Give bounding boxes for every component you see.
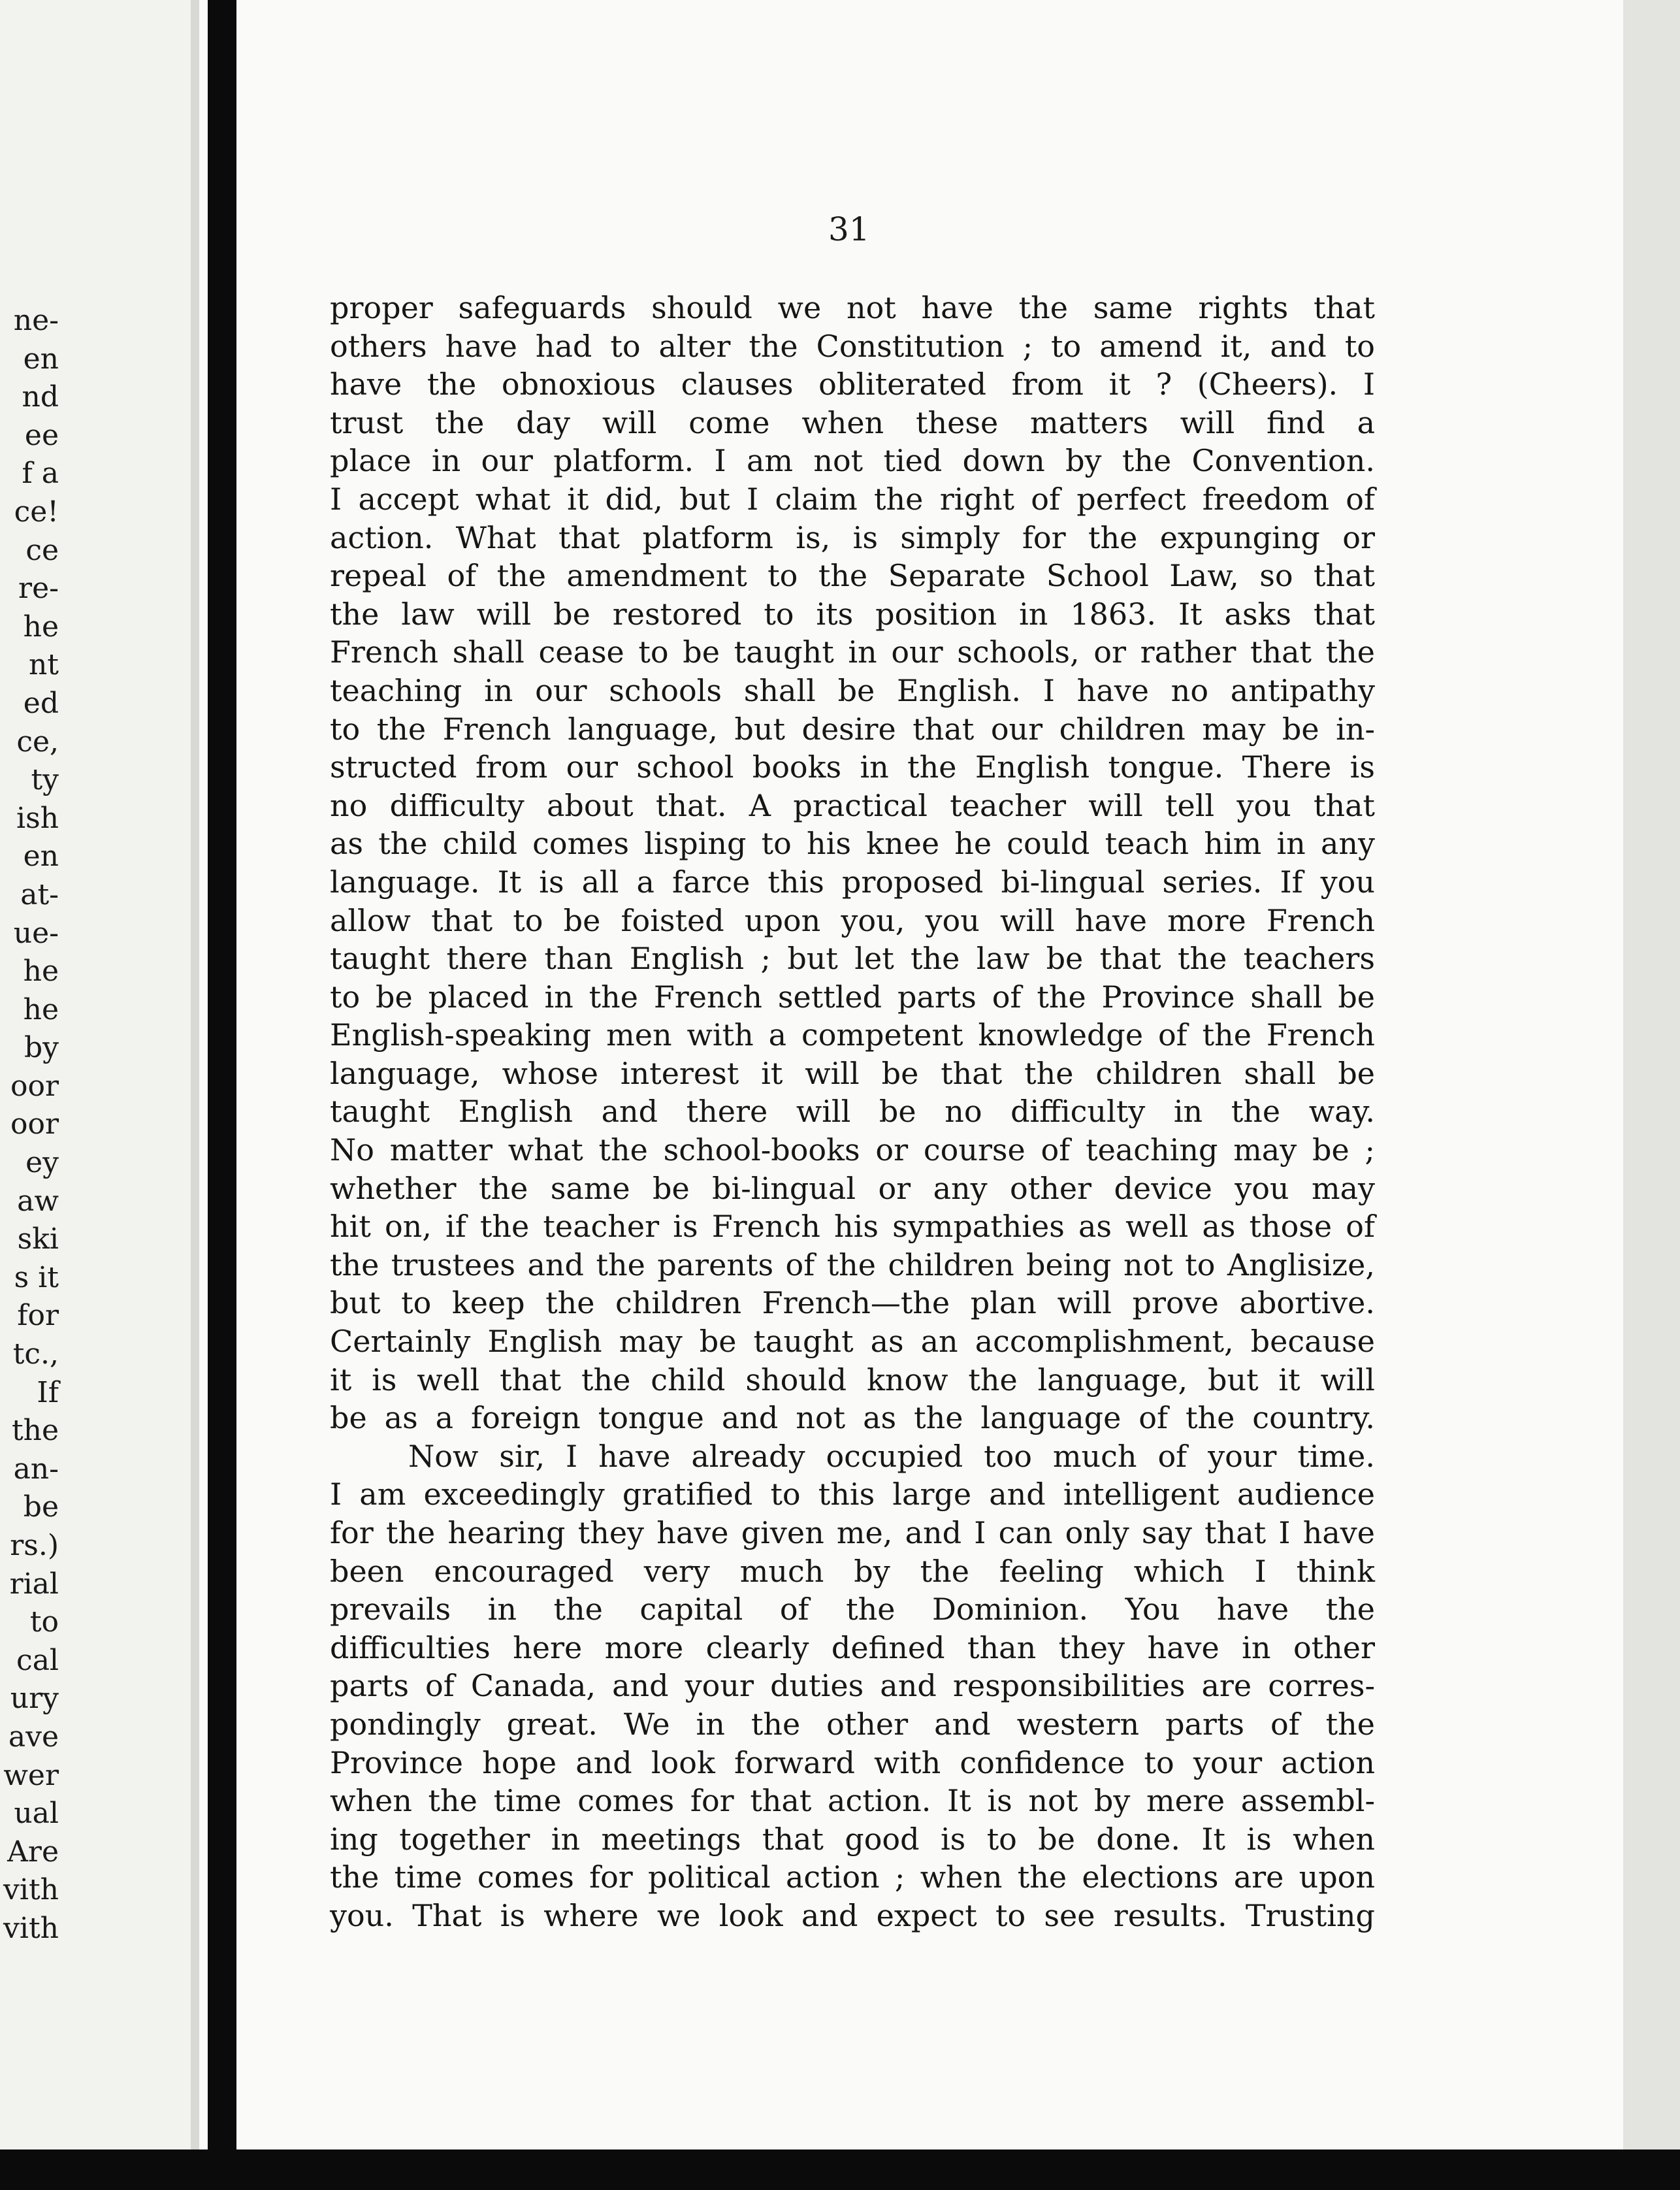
text-line: French shall cease to be taught in our schools, or rather that the: [330, 634, 1375, 670]
facing-page-fragment: ish: [16, 801, 59, 835]
facing-page-fragment: ee: [24, 418, 59, 452]
text-line: the time comes for political action ; when the elections are upon: [330, 1859, 1375, 1895]
text-line: when the time comes for that action. It is not by mere assembl-: [330, 1783, 1375, 1819]
text-line: have the obnoxious clauses obliterated from it ? (Cheers). I: [330, 367, 1375, 402]
facing-page-fragment: ne-: [13, 304, 59, 337]
text-line: it is well that the child should know the language, but it will: [330, 1362, 1375, 1397]
facing-page-fragment: ski: [17, 1222, 59, 1256]
text-line: language, whose interest it will be that the children shall be: [330, 1055, 1375, 1091]
text-line: taught English and there will be no difficulty in the way.: [330, 1094, 1375, 1130]
facing-page-fragment: rs.): [10, 1529, 59, 1562]
text-line: teaching in our schools shall be English. I have no antipathy: [330, 672, 1375, 708]
facing-page-fragment: ue-: [13, 916, 59, 950]
text-line: to be placed in the French settled parts of the Province shall be: [330, 979, 1375, 1015]
text-line: the trustees and the parents of the children being not to Anglisize,: [330, 1247, 1375, 1283]
facing-page-fragment: vith: [3, 1911, 59, 1945]
text-line: No matter what the school-books or course of teaching may be ;: [330, 1132, 1375, 1168]
facing-page-fragment: an-: [13, 1452, 59, 1486]
facing-page-fragment: ce: [25, 533, 59, 567]
facing-page-fragment: cal: [16, 1643, 59, 1677]
facing-page-fragment: tc.,: [12, 1337, 59, 1371]
facing-page-fragment: ury: [10, 1682, 59, 1716]
text-line: proper safeguards should we not have the same rights that: [330, 290, 1375, 325]
text-line: parts of Canada, and your duties and responsibilities are corres-: [330, 1668, 1375, 1704]
text-line: language. It is all a farce this proposed bi-lingual series. If you: [330, 864, 1375, 900]
facing-page-fragment: wer: [3, 1758, 59, 1792]
facing-page-fragment: be: [23, 1490, 59, 1524]
text-line: ing together in meetings that good is to be done. It is when: [330, 1821, 1375, 1857]
text-line: no difficulty about that. A practical teacher will tell you that: [330, 787, 1375, 823]
text-line: but to keep the children French—the plan will prove abortive.: [330, 1285, 1375, 1321]
facing-page-fragment: ave: [8, 1720, 59, 1754]
facing-page-fragment: ce!: [14, 495, 59, 529]
text-line: English-speaking men with a competent knowledge of the French: [330, 1017, 1375, 1053]
text-line: prevails in the capital of the Dominion. You have the: [330, 1592, 1375, 1627]
text-line: allow that to be foisted upon you, you will have more French: [330, 902, 1375, 938]
facing-page-fragment: nd: [22, 380, 59, 414]
facing-page-fragment: ual: [14, 1797, 59, 1831]
text-line: structed from our school books in the English tongue. There is: [330, 749, 1375, 785]
text-line: you. That is where we look and expect to see results. Trusting: [330, 1897, 1375, 1933]
text-line: the law will be restored to its position in 1863. It asks that: [330, 596, 1375, 632]
text-line: hit on, if the teacher is French his sympathies as well as those of: [330, 1209, 1375, 1245]
body-text: [330, 289, 1375, 1935]
facing-page-fragment: If: [37, 1375, 59, 1409]
facing-page-fragment: en: [23, 342, 59, 376]
scan-border: [0, 2149, 1680, 2190]
facing-page-fragment: ey: [25, 1146, 59, 1180]
page-edge: [1623, 0, 1680, 2149]
text-line: whether the same be bi-lingual or any other device you may: [330, 1170, 1375, 1206]
facing-page-fragment: by: [24, 1031, 59, 1065]
text-line: place in our platform. I am not tied down by the Convention.: [330, 443, 1375, 479]
facing-page-fragment: Are: [7, 1835, 59, 1869]
facing-page-fragment: he: [23, 955, 59, 989]
facing-page-fragment: ty: [31, 763, 59, 797]
facing-page-fragment: to: [29, 1605, 59, 1639]
text-line: pondingly great. We in the other and western parts of the: [330, 1706, 1375, 1742]
text-line: trust the day will come when these matters will find a: [330, 404, 1375, 440]
text-line: be as a foreign tongue and not as the language of the country.: [330, 1400, 1375, 1436]
facing-page-fragment: vith: [3, 1873, 59, 1907]
book-gutter: [208, 0, 236, 2190]
facing-page-fragment: ed: [23, 686, 59, 720]
text-line: Province hope and look forward with confidence to your action: [330, 1744, 1375, 1780]
text-line: I am exceedingly gratified to this large and intelligent audience: [330, 1477, 1375, 1512]
text-line: action. What that platform is, is simply for the expunging or: [330, 519, 1375, 555]
text-line: to the French language, but desire that our children may be in-: [330, 711, 1375, 747]
facing-page-fragment: s it: [14, 1260, 59, 1294]
text-line: Certainly English may be taught as an accomplishment, because: [330, 1324, 1375, 1360]
facing-page-fragment: for: [17, 1299, 59, 1333]
text-line: Now sir, I have already occupied too much of your time.: [408, 1438, 1375, 1474]
facing-page-fragment: he: [23, 992, 59, 1026]
text-line: for the hearing they have given me, and I can only say that I have: [330, 1515, 1375, 1550]
facing-page-fragment: he: [23, 610, 59, 644]
facing-page-fragment: ce,: [16, 725, 59, 759]
facing-page-fragment: oor: [10, 1069, 59, 1103]
text-line: as the child comes lisping to his knee he could teach him in any: [330, 826, 1375, 862]
page-number: 31: [828, 210, 870, 248]
facing-page-fragment: re-: [18, 572, 59, 606]
facing-page-fragment: the: [11, 1414, 59, 1448]
facing-page: [0, 0, 208, 2149]
text-line: I accept what it did, but I claim the right of perfect freedom of: [330, 481, 1375, 517]
text-line: taught there than English ; but let the law be that the teachers: [330, 941, 1375, 977]
text-line: repeal of the amendment to the Separate School Law, so that: [330, 558, 1375, 594]
text-line: others have had to alter the Constitution ; to amend it, and to: [330, 328, 1375, 364]
facing-page-fragment: oor: [10, 1107, 59, 1141]
facing-page-fragment: en: [23, 840, 59, 874]
facing-page-fragment: f a: [22, 457, 59, 491]
facing-page-fragment: nt: [28, 648, 59, 682]
facing-page-text: [0, 302, 59, 1948]
facing-page-fragment: at-: [20, 877, 59, 911]
facing-page-fragment: rial: [9, 1567, 59, 1601]
text-line: difficulties here more clearly defined than they have in other: [330, 1629, 1375, 1665]
facing-page-fragment: aw: [17, 1184, 59, 1218]
text-line: been encouraged very much by the feeling which I think: [330, 1553, 1375, 1589]
